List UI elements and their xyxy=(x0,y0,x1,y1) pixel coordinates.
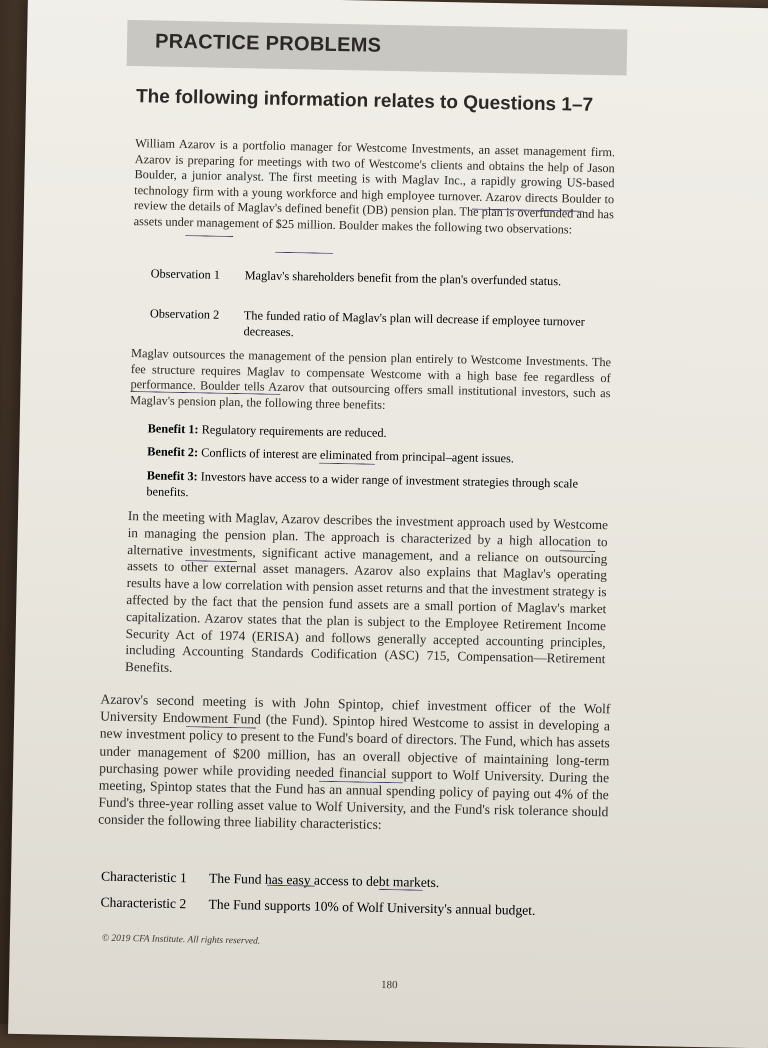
benefit-label: Benefit 3: xyxy=(146,468,198,484)
observation-label: Observation 1 xyxy=(150,266,221,282)
observation-1 xyxy=(150,266,620,291)
observation-label: Observation 2 xyxy=(149,306,220,322)
benefit-label: Benefit 1: xyxy=(147,421,199,437)
benefit-label: Benefit 2: xyxy=(147,444,199,460)
pen-underline xyxy=(379,889,423,891)
pen-underline xyxy=(275,252,333,254)
page-number: 180 xyxy=(380,978,398,992)
characteristic-1 xyxy=(101,868,621,895)
copyright-notice: © 2019 CFA Institute. All rights reserved. xyxy=(101,933,261,947)
benefit-1 xyxy=(148,421,608,445)
characteristic-label: Characteristic 1 xyxy=(100,868,187,886)
characteristic-2 xyxy=(100,894,620,921)
paragraph-intro: William Azarov is a portfolio manager for Westcome Investments, an asset management firm. Azarov is preparing for meetings with two of Westcome's clients and obtains the help of Jason Boulder, a junior analyst. The first meeting is with Maglav Inc., a rapidly growing US-based technology firm with a young workforce and high employee turnover. Azarov directs Boulder to review the details of Maglav's defined benefit (DB) pension plan. The plan is overfunded and has assets under management of $25 million. Boulder makes the following two observations: xyxy=(133,136,616,237)
pen-underline xyxy=(319,463,375,465)
question-heading: The following information relates to Questions 1–7 xyxy=(135,86,594,116)
paragraph-investment-approach: In the meeting with Maglav, Azarov describes the investment approach used by Westcome in managing the pension plan. The approach is characterized by a high allocation to alternative investments, significant active management, and a reliance on outsourcing assets to other external asset managers. Azarov also explains that Maglav's operating results have a low correlation with pension asset returns and that the investment strategy is affected by the fact that the pension fund assets are a small portion of Maglav's market capitalization. Azarov states that the plan is subject to the Employee Retirement Income Security Act of 1974 (ERISA) and follows generally accepted accounting principles, including Accounting Standards Codification (ASC) 715, Compensation—Retirement Benefits. xyxy=(124,508,609,676)
benefit-3 xyxy=(146,468,607,508)
observation-text: Maglav's shareholders benefit from the plan's overfunded status. xyxy=(244,268,562,289)
observation-text: The funded ratio of Maglav's plan will decrease if employee turnover decreases. xyxy=(243,308,585,339)
section-title: PRACTICE PROBLEMS xyxy=(154,30,382,57)
benefit-text: Conflicts of interest are eliminated from principal–agent issues. xyxy=(201,445,515,466)
benefit-text: Regulatory requirements are reduced. xyxy=(201,422,387,440)
paragraph-second-meeting: Azarov's second meeting is with John Spintop, chief investment officer of the Wolf University Endowment Fund (the Fund). Spintop hired Westcome to assist in developing a new investment policy to present to the Fund's board of directors. The Fund, which has assets under management of $200 million, has an overall objective of maintaining long-term purchasing power while providing needed financial support to Wolf University. During the meeting, Spintop states that the Fund has an annual spending policy of paying out 4% of the Fund's three-year rolling asset value to Wolf University, and the Fund's risk tolerance should consider the following three liability characteristics: xyxy=(98,691,611,833)
characteristic-text: The Fund supports 10% of Wolf University's annual budget. xyxy=(208,896,536,918)
benefit-2 xyxy=(147,444,607,468)
paragraph-outsourcing: Maglav outsources the management of the pension plan entirely to Westcome Investments. The fee structure requires Maglav to compensate Westcome with a high base fee regardless of performance. Boulder tells Azarov that outsourcing offers small institutional investors, such as Maglav's pension plan, the following three benefits: xyxy=(130,346,612,412)
pen-underline xyxy=(185,235,233,237)
characteristic-text: The Fund has easy access to debt markets. xyxy=(208,870,440,891)
benefit-text: Investors have access to a wider range of investment strategies through scale benefits. xyxy=(146,469,579,499)
observation-2 xyxy=(149,306,620,346)
section-banner xyxy=(127,20,628,76)
characteristic-label: Characteristic 2 xyxy=(100,894,187,912)
book-page xyxy=(8,0,768,1048)
